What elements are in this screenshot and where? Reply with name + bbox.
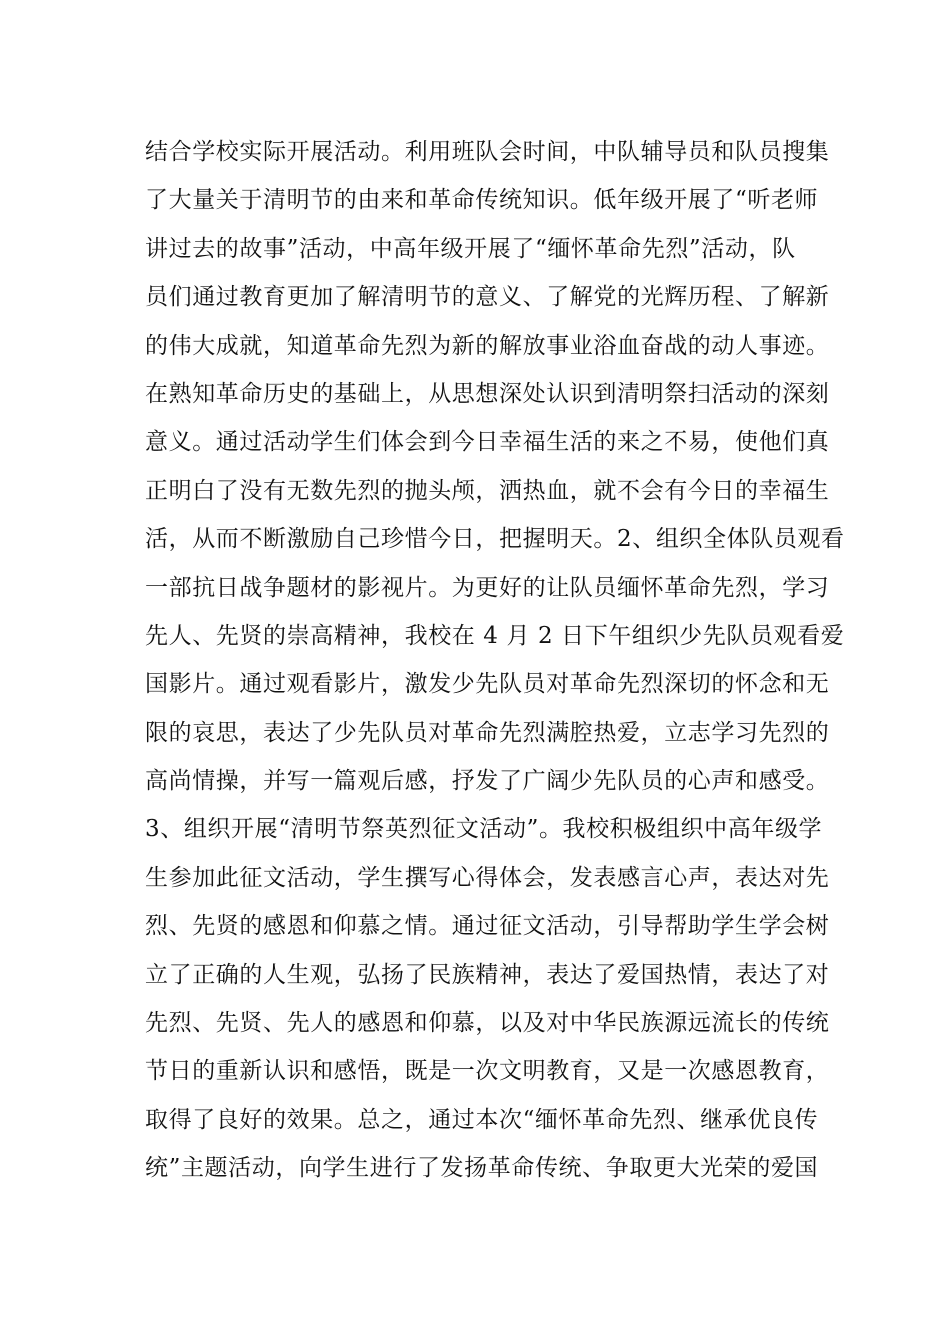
text-line: 的伟大成就，知道革命先烈为新的解放事业浴血奋战的动人事迹。 (145, 332, 830, 359)
text-line: 生参加此征文活动，学生撰写心得体会，发表感言心声，表达对先 (145, 864, 830, 891)
text-line: 国影片。通过观看影片，激发少先队员对革命先烈深切的怀念和无 (145, 671, 830, 698)
text-line: 结合学校实际开展活动。利用班队会时间，中队辅导员和队员搜集 (145, 139, 830, 165)
text-line: 在熟知革命历史的基础上，从思想深处认识到清明祭扫活动的深刻 (145, 380, 830, 407)
text-line: 正明白了没有无数先烈的抛头颅，洒热血，就不会有今日的幸福生 (145, 477, 830, 504)
text-line: 节日的重新认识和感悟，既是一次文明教育，又是一次感恩教育， (145, 1058, 830, 1085)
text-line: 烈、先贤的感恩和仰慕之情。通过征文活动，引导帮助学生学会树 (145, 913, 830, 940)
text-line: 取得了良好的效果。总之，通过本次“缅怀革命先烈、继承优良传 (145, 1106, 819, 1133)
text-line: 高尚情操，并写一篇观后感，抒发了广阔少先队员的心声和感受。 (145, 768, 830, 795)
text-line: 统”主题活动，向学生进行了发扬革命传统、争取更大光荣的爱国 (145, 1155, 819, 1182)
text-line: 3、组织开展“清明节祭英烈征文活动”。我校积极组织中高年级学 (145, 816, 823, 843)
text-line: 活，从而不断激励自己珍惜今日，把握明天。2、组织全体队员观看 (145, 526, 845, 553)
text-line: 员们通过教育更加了解清明节的意义、了解党的光辉历程、了解新 (145, 284, 830, 311)
text-line: 一部抗日战争题材的影视片。为更好的让队员缅怀革命先烈，学习 (145, 574, 830, 601)
body-text (145, 128, 845, 1193)
text-line: 讲过去的故事”活动，中高年级开展了“缅怀革命先烈”活动，队 (145, 235, 796, 262)
text-line: 先人、先贤的崇高精神，我校在 4 月 2 日下午组织少先队员观看爱 (145, 622, 845, 649)
text-line: 立了正确的人生观，弘扬了民族精神，表达了爱国热情，表达了对 (145, 961, 830, 988)
text-line: 意义。通过活动学生们体会到今日幸福生活的来之不易，使他们真 (145, 429, 830, 456)
text-line: 先烈、先贤、先人的感恩和仰慕，以及对中华民族源远流长的传统 (145, 1010, 830, 1037)
text-line: 了大量关于清明节的由来和革命传统知识。低年级开展了“听老师 (145, 187, 819, 214)
text-line: 限的哀思，表达了少先队员对革命先烈满腔热爱，立志学习先烈的 (145, 719, 830, 746)
